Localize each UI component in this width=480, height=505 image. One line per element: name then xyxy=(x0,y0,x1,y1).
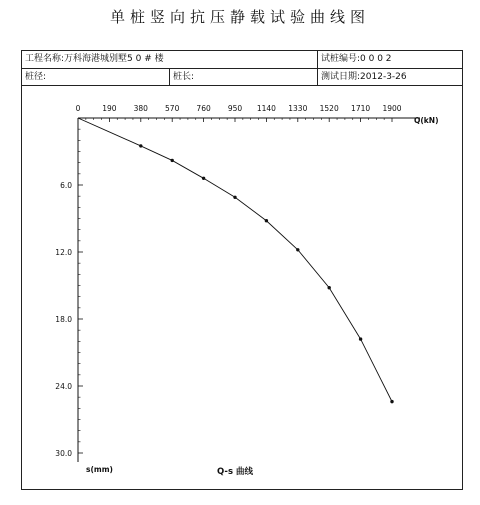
project-value: 万科海港城别墅5 0 # 楼 xyxy=(64,54,164,64)
pile-length-label: 桩长: xyxy=(173,72,195,82)
pile-diameter-label: 桩径: xyxy=(25,72,47,82)
x-tick-label: 760 xyxy=(196,104,211,113)
data-point xyxy=(171,159,174,162)
project-label: 工程名称: xyxy=(25,54,65,64)
data-point xyxy=(202,177,205,180)
data-point xyxy=(390,400,393,403)
page-title: 单桩竖向抗压静载试验曲线图 xyxy=(109,8,370,26)
test-date-label: 测试日期: xyxy=(321,72,361,82)
x-tick-label: 0 xyxy=(75,104,81,113)
y-tick-label: 24.0 xyxy=(55,382,72,391)
test-date-value: 2012-3-26 xyxy=(360,72,407,82)
x-tick-label: 1520 xyxy=(319,104,339,113)
data-point xyxy=(265,219,268,222)
data-point xyxy=(296,248,299,251)
test-pile-value: 0 0 0 2 xyxy=(360,54,392,64)
x-tick-label: 1140 xyxy=(256,104,276,113)
test-pile-label: 试桩编号: xyxy=(321,54,361,64)
y-tick-label: 12.0 xyxy=(55,248,72,257)
data-point xyxy=(233,196,236,199)
series-line xyxy=(78,118,392,402)
x-tick-label: 1710 xyxy=(351,104,371,113)
x-tick-label: 1330 xyxy=(288,104,308,113)
data-point xyxy=(139,144,142,147)
x-tick-label: 380 xyxy=(133,104,148,113)
x-tick-label: 1900 xyxy=(382,104,402,113)
x-axis-label: Q(kN) xyxy=(414,116,439,125)
y-tick-label: 30.0 xyxy=(55,449,72,458)
x-tick-label: 190 xyxy=(102,104,117,113)
data-point xyxy=(328,286,331,289)
x-tick-label: 950 xyxy=(227,104,243,113)
y-tick-label: 18.0 xyxy=(55,315,72,324)
chart-title: Q-s 曲线 xyxy=(217,467,253,477)
x-tick-label: 570 xyxy=(165,104,180,113)
y-tick-label: 6.0 xyxy=(60,181,72,190)
data-point xyxy=(359,337,362,340)
y-axis-label: s(mm) xyxy=(86,465,113,474)
